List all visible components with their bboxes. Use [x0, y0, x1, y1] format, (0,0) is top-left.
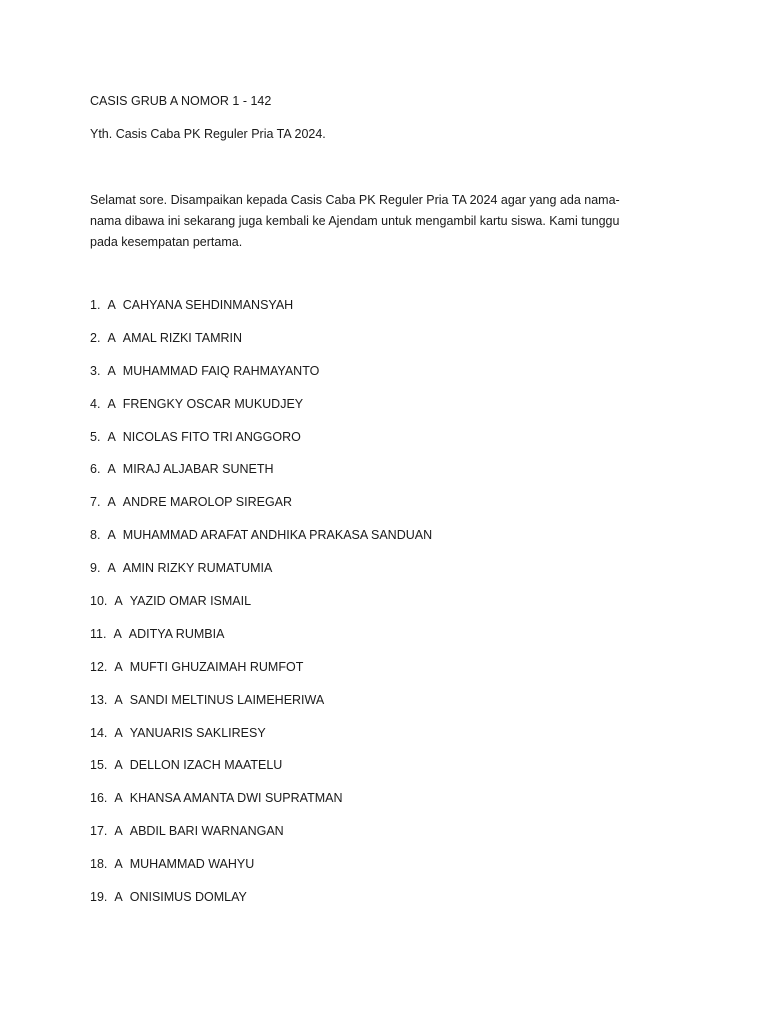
list-item-name: MUHAMMAD WAHYU: [129, 857, 255, 872]
list-item-number: 5.: [90, 429, 101, 444]
list-item-name: SANDI MELTINUS LAIMEHERIWA: [129, 692, 325, 707]
list-item-name: YANUARIS SAKLIRESY: [129, 725, 266, 740]
list-item: [90, 757, 432, 790]
list-item-name: ABDIL BARI WARNANGAN: [129, 824, 284, 839]
list-item-name: ANDRE MAROLOP SIREGAR: [122, 495, 293, 510]
list-item-number: 14.: [90, 725, 108, 740]
list-item-group: A: [113, 626, 122, 641]
list-item-number: 9.: [90, 561, 101, 576]
list-item: [90, 330, 432, 363]
list-item-group: A: [114, 659, 123, 674]
list-item-number: 8.: [90, 528, 101, 543]
list-item-name: ADITYA RUMBIA: [128, 626, 225, 641]
list-item-group: A: [114, 824, 123, 839]
list-item-number: 11.: [90, 626, 107, 641]
list-item-group: A: [114, 791, 123, 806]
list-item-group: A: [107, 396, 116, 411]
list-item-name: MIRAJ ALJABAR SUNETH: [122, 462, 274, 477]
list-item-group: A: [107, 429, 116, 444]
list-item-number: 16.: [90, 791, 108, 806]
list-item-number: 7.: [90, 495, 101, 510]
list-item: [90, 494, 432, 527]
list-item: [90, 297, 432, 330]
name-list: [90, 297, 432, 922]
document-header: CASIS GRUB A NOMOR 1 - 142: [90, 94, 272, 108]
list-item: [90, 429, 432, 462]
list-item-number: 19.: [90, 890, 108, 905]
list-item: [90, 363, 432, 396]
list-item-group: A: [114, 594, 123, 609]
list-item: [90, 659, 432, 692]
list-item: [90, 692, 432, 725]
list-item-group: A: [107, 495, 116, 510]
list-item-group: A: [114, 857, 123, 872]
list-item-name: FRENGKY OSCAR MUKUDJEY: [122, 396, 304, 411]
list-item-group: A: [114, 890, 123, 905]
list-item: [90, 823, 432, 856]
list-item: [90, 790, 432, 823]
list-item-number: 17.: [90, 824, 108, 839]
list-item: [90, 889, 432, 922]
list-item-group: A: [114, 758, 123, 773]
list-item-number: 13.: [90, 692, 108, 707]
list-item-number: 18.: [90, 857, 108, 872]
list-item-group: A: [114, 692, 123, 707]
list-item-name: DELLON IZACH MAATELU: [129, 758, 283, 773]
list-item-name: ONISIMUS DOMLAY: [129, 890, 247, 905]
list-item: [90, 461, 432, 494]
list-item-number: 15.: [90, 758, 108, 773]
list-item-number: 6.: [90, 462, 101, 477]
list-item-group: A: [107, 298, 116, 312]
list-item-name: AMIN RIZKY RUMATUMIA: [122, 561, 273, 576]
list-item-number: 12.: [90, 659, 108, 674]
list-item: [90, 527, 432, 560]
list-item-group: A: [107, 330, 116, 345]
list-item-name: AMAL RIZKI TAMRIN: [122, 330, 243, 345]
announcement-text: Selamat sore. Disampaikan kepada Casis Caba PK Reguler Pria TA 2024 agar yang ada nama-nama dibawa ini sekarang juga kembali ke Ajendam untuk mengambil kartu siswa. Kami tunggu pada kesempatan pertama.: [90, 193, 620, 249]
list-item-name: CAHYANA SEHDINMANSYAH: [122, 298, 294, 312]
list-item: [90, 396, 432, 429]
list-item: [90, 626, 432, 659]
list-item-group: A: [107, 528, 116, 543]
list-item: [90, 725, 432, 758]
list-item-group: A: [107, 363, 116, 378]
list-item-name: MUHAMMAD FAIQ RAHMAYANTO: [122, 363, 320, 378]
list-item: [90, 856, 432, 889]
list-item: [90, 560, 432, 593]
list-item-name: MUFTI GHUZAIMAH RUMFOT: [129, 659, 304, 674]
list-item-name: KHANSA AMANTA DWI SUPRATMAN: [129, 791, 343, 806]
list-item-number: 2.: [90, 330, 101, 345]
list-item-number: 10.: [90, 594, 108, 609]
list-item-number: 4.: [90, 396, 101, 411]
list-item-group: A: [114, 725, 123, 740]
list-item-name: NICOLAS FITO TRI ANGGORO: [122, 429, 301, 444]
list-item-name: MUHAMMAD ARAFAT ANDHIKA PRAKASA SANDUAN: [122, 528, 433, 543]
list-item-group: A: [107, 561, 116, 576]
list-item-group: A: [107, 462, 116, 477]
list-item-number: 3.: [90, 363, 101, 378]
list-item: [90, 593, 432, 626]
list-item-number: 1.: [90, 298, 101, 312]
list-item-name: YAZID OMAR ISMAIL: [129, 594, 252, 609]
salutation: Yth. Casis Caba PK Reguler Pria TA 2024.: [90, 127, 326, 141]
